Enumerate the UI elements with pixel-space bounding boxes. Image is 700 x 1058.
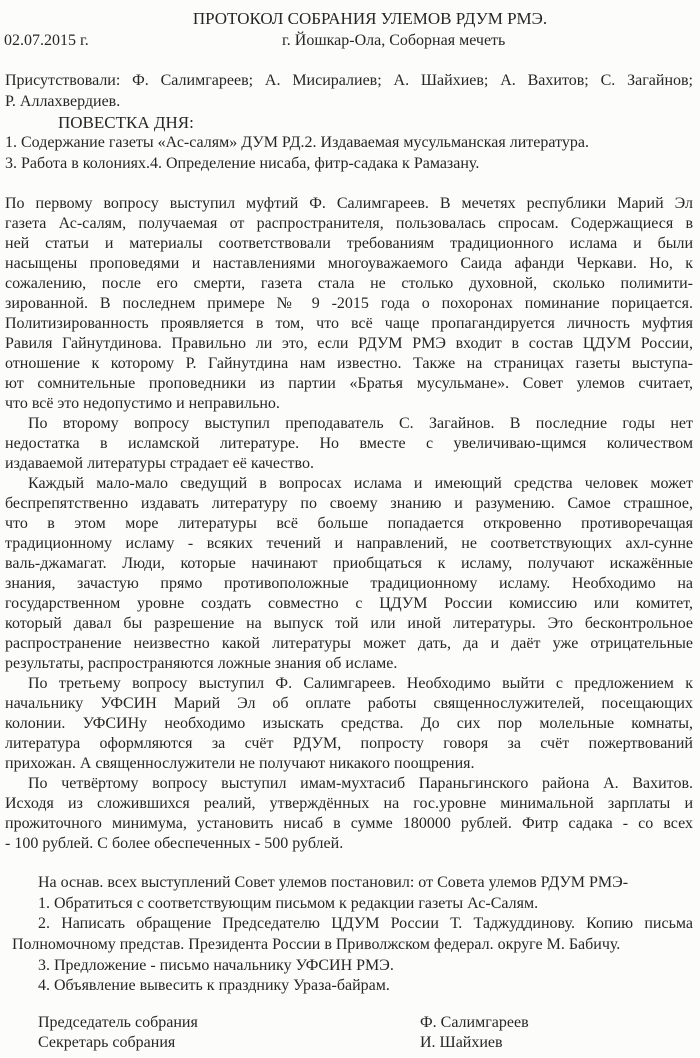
paragraph-3-line: что в этом море литературы всё больше попадается откровенно противоречащая bbox=[5, 515, 693, 532]
paragraph-4-line: колонии. УФСИНу необходимо изыскать средства. До сих пор молельные комнаты, bbox=[5, 715, 693, 732]
paragraph-1-line: насыщены проповедями и наставлениями многоуважаемого Саида афанди Черкави. Но, к bbox=[5, 255, 693, 272]
paragraph-4-line: По третьему вопросу выступил Ф. Салимгареев. Необходимо выйти с предложением к bbox=[28, 675, 693, 692]
paragraph-1-line: Политизированность проявляется в том, что всё чаще пропагандируется личность муфтия bbox=[5, 315, 693, 332]
paragraph-1-line: зированной. В последнем примере № 9 -2015 года о похоронах поминание порицается. bbox=[5, 295, 693, 312]
agenda-line: 1. Содержание газеты «Ас-салям» ДУМ РД.2. Издаваемая мусульманская литература. bbox=[5, 134, 589, 151]
attendees-line: Присутствовали: Ф. Салимгареев; А. Мисиралиев; А. Шайхиев; А. Вахитов; С. Загайнов; bbox=[5, 72, 693, 89]
paragraph-2-line: издаваемой литературы страдает её качество. bbox=[5, 455, 314, 472]
paragraph-2-line: По второму вопросу выступил преподаватель С. Загайнов. В последние годы нет bbox=[28, 415, 693, 432]
paragraph-5-line: - 100 рублей. С более обеспеченных - 500 рублей. bbox=[5, 835, 344, 852]
paragraph-5-line: Исходя из сложившихся реалий, утверждённых на гос.уровне минимальной зарплаты и bbox=[5, 795, 693, 812]
resolution-line: Полномочному представ. Президента России в Приволжском федерал. округе М. Бабичу. bbox=[12, 936, 621, 953]
document-place: г. Йошкар-Ола, Соборная мечеть bbox=[282, 32, 506, 49]
paragraph-3-line: результаты, распространяются ложные знания об исламе. bbox=[5, 655, 398, 672]
resolution-line: На оснав. всех выступлений Совет улемов постановил: от Совета улемов РДУМ РМЭ- bbox=[38, 874, 629, 891]
attendees-line: Р. Аллахвердиев. bbox=[5, 93, 121, 110]
paragraph-2-line: недостатка в исламской литературе. Но вместе с увеличиваю-щимся количеством bbox=[5, 435, 693, 452]
resolution-line: 2. Написать обращение Председателю ЦДУМ России Т. Таджуддинову. Копию письма bbox=[38, 915, 693, 932]
paragraph-1-line: что всё это недопустимо и неправильно. bbox=[5, 395, 280, 412]
resolution-line: 4. Объявление вывесить к празднику Ураза-байрам. bbox=[38, 977, 390, 994]
chairman-role: Председатель собрания bbox=[38, 1014, 198, 1031]
paragraph-1-line: ют сомнительные проповедники из партии «Братья мусульмане». Совет улемов считает, bbox=[5, 375, 693, 392]
paragraph-3-line: валь-джамагат. Люди, которые начинают приобщаться к исламу, получают искажённые bbox=[5, 555, 693, 572]
agenda-heading: ПОВЕСТКА ДНЯ: bbox=[58, 113, 194, 132]
chairman-name: Ф. Салимгареев bbox=[420, 1014, 529, 1031]
paragraph-3-line: беспрепятственно издавать литературу по своему знанию и разумению. Самое страшное, bbox=[5, 495, 693, 512]
paragraph-1-line: ней статьи и материалы соответствовали требованиям традиционного ислама и были bbox=[5, 235, 693, 252]
paragraph-5-line: По четвёртому вопросу выступил имам-мухтасиб Параньгинского района А. Вахитов. bbox=[28, 775, 693, 792]
paragraph-1-line: отношение к которому Р. Гайнутдина нам известно. Также на страницах газеты выступа- bbox=[5, 355, 693, 372]
paragraph-3-line: распространение неизвестно какой литературы может дать, да и даёт уже отрицательные bbox=[5, 635, 693, 652]
secretary-role: Секретарь собрания bbox=[38, 1034, 176, 1051]
paragraph-4-line: прихожан. А священнослужители не получают никакого поощрения. bbox=[5, 755, 475, 772]
document-date: 02.07.2015 г. bbox=[4, 32, 89, 49]
paragraph-3-line: который давал бы разрешение на выпуск той или иной литературы. Это бесконтрольное bbox=[5, 615, 693, 632]
paragraph-1-line: По первому вопросу выступил муфтий Ф. Салимгареев. В мечетях республики Марий Эл bbox=[5, 195, 693, 212]
paragraph-3-line: Каждый мало-мало сведущий в вопросах ислама и имеющий средства человек может bbox=[28, 475, 693, 492]
paragraph-5-line: прожиточного минимума, установить нисаб в сумме 180000 рублей. Фитр садака - со всех bbox=[5, 815, 693, 832]
paragraph-3-line: государственном уровне создать совместно с ЦДУМ России комиссию или комитет, bbox=[5, 595, 693, 612]
paragraph-4-line: начальнику УФСИН Марий Эл об оплате работы священнослужителей, посещающих bbox=[5, 695, 693, 712]
paragraph-1-line: газета Ас-салям, получаемая от распространителя, пользовалась спросам. Содержащиеся в bbox=[5, 215, 693, 232]
agenda-line: 3. Работа в колониях.4. Определение нисаба, фитр-садака к Рамазану. bbox=[5, 155, 480, 172]
document-title: ПРОТОКОЛ СОБРАНИЯ УЛЕМОВ РДУМ РМЭ. bbox=[192, 9, 548, 28]
paragraph-1-line: Равиля Гайнутдинова. Правильно ли это, если РДУМ РМЭ входит в состав ЦДУМ России, bbox=[5, 335, 693, 352]
resolution-line: 1. Обратиться с соответствующим письмом к редакции газеты Ас-Салям. bbox=[38, 895, 539, 912]
paragraph-3-line: знания, зачастую прямо противоположные традиционному исламу. Необходимо на bbox=[5, 575, 693, 592]
secretary-name: И. Шайхиев bbox=[420, 1034, 503, 1051]
paragraph-3-line: традиционному исламу - всяких течений и направлений, не соответствующих ахл-сунне bbox=[5, 535, 693, 552]
paragraph-1-line: сожалению, после его смерти, газета стала не столько духовной, сколько полимити- bbox=[5, 275, 693, 292]
resolution-line: 3. Предложение - письмо начальнику УФСИН РМЭ. bbox=[38, 957, 394, 974]
paragraph-4-line: литература оформляются за счёт РДУМ, попросту говоря за счёт пожертвований bbox=[5, 735, 693, 752]
